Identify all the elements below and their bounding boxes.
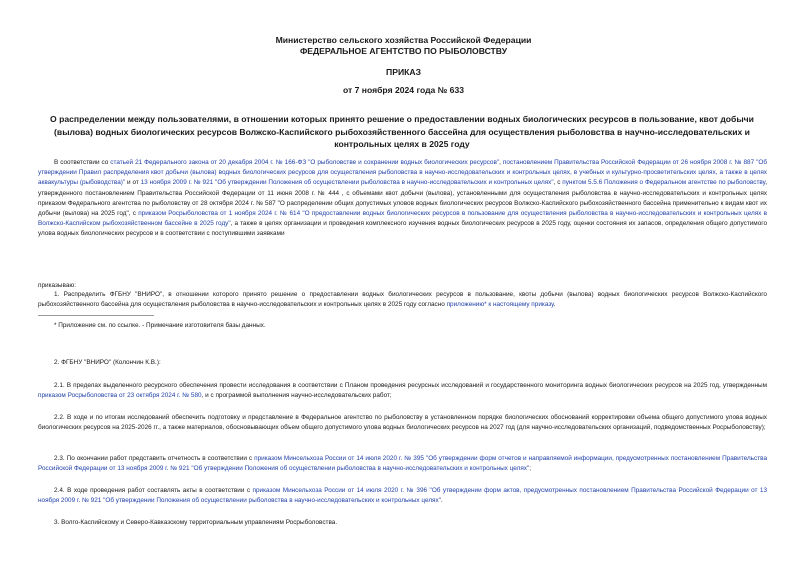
item-1-text: 1. Распределить ФГБНУ "ВНИРО", в отношении которого принято решение о предоставлении водных биологических ресурсов в пользование, квоты добычи (вылова) водных биологических ресурсов Волжско-Каспийского рыбохозяйственного бассейна для осуществления рыболовства в научно-исследовательских и контрольных целях в 2025 году согласно xyxy=(38,291,767,309)
preamble-text: В соответствии со xyxy=(54,159,111,166)
item-2-1-end: , и с программой выполнения научно-исследовательских работ; xyxy=(201,392,392,400)
agency-name: ФЕДЕРАЛЬНОЕ АГЕНТСТВО ПО РЫБОЛОВСТВУ xyxy=(299,46,508,56)
doc-type: ПРИКАЗ xyxy=(386,67,421,77)
footnote-divider xyxy=(38,315,154,316)
order-395-link[interactable]: приказом Минсельхоза России от 14 июля 2020 г. № 395 "Об утверждении форм отчетов и направляемой информации, предусмотренных постановлением Правительства Российской Федерации от 13 ноября 2009 г. № 921 "Об утверждении Положения об осуществлении рыболовства в научно-исследовательских и контрольных целях" xyxy=(38,455,768,473)
regulation-link[interactable]: пунктом 5.5.6 Положения о Федеральном агентстве по рыболовству xyxy=(562,179,766,187)
item-2-2: 2.2. В ходе и по итогам исследований обеспечить подготовку и представление в Федеральное агентство по рыболовству в установленном порядке биологических обоснований корректировки объема общего допустимого улова водных биологических ресурсов на 2025-2026 гг., а также материалов, обосновывающих объем общего допустимого улова водных биологических ресурсов на 2027 год (для научно-исследовательских организаций, подведомственных Росрыболовству); xyxy=(38,414,767,432)
order-396-link[interactable]: приказом Минсельхоза России от 14 июля 2020 г. № 396 "Об утверждении форм актов, предусмотренных постановлением Правительства Российской Федерации от 13 ноября 2009 г. № 921 "Об утверждении Положения об осуществлении рыболовства в научно-исследовательских и контрольных целях" xyxy=(38,487,768,505)
item-1-end: . xyxy=(553,301,556,309)
item-2-4-end: . xyxy=(440,497,443,505)
footnote: * Приложение см. по ссылке. - Примечание изготовителя базы данных. xyxy=(54,322,266,329)
item-2: 2. ФГБНУ "ВНИРО" (Колончин К.В.): xyxy=(54,359,161,366)
preamble-text: , а также в целях организации и проведения комплексного изучения водных биологических ресурсов в 2025 году, оценки состояния их запасов, определения общего допустимого улова водных биологических ресурсов и в соответствии с поступившими заявками xyxy=(38,220,768,238)
preamble-text: , xyxy=(499,159,503,166)
item-2-3-end: ; xyxy=(529,465,532,473)
order-614-link[interactable]: приказом Росрыболовства от 1 ноября 2024 г. № 614 "О предоставлении водных биологических ресурсов в пользование для осуществления рыболовства в научно-исследовательских и контрольных целях в Волжско-Каспийском рыбохозяйственном бассейне в 2025 году" xyxy=(38,210,767,228)
item-2-1 xyxy=(38,381,767,401)
preamble-text: , с xyxy=(553,179,563,187)
item-3: 3. Волго-Каспийскому и Северо-Кавказскому территориальным управлениям Росрыболовства. xyxy=(54,519,338,526)
item-2-1-text: 2.1. В пределах выделенного ресурсного обеспечения провести исследования в соответствии с Планом проведения ресурсных исследований и государственного мониторинга водных биологических ресурсов на 2025 год, утвержденным xyxy=(54,382,767,389)
law-link[interactable]: статьей 21 Федерального закона от 20 декабря 2004 г. № 166-ФЗ "О рыболовстве и сохранении водных биологических ресурсов" xyxy=(110,159,500,166)
item-2-3-text: 2.3. По окончании работ представить отчетность в соответствии с xyxy=(54,455,255,462)
decree-887-link[interactable]: постановлением Правительства Российской Федерации от 26 ноября 2008 г. № 887 "Об утверждении Правил распределения квот добычи (вылова) водных биологических ресурсов для осуществления рыболовства в научно-исследовательских и контрольных целях, в учебных и культурно-просветительских целях, а также в целях аквакультуры (рыбоводства)" xyxy=(38,159,767,187)
preamble xyxy=(38,158,767,240)
item-2-3 xyxy=(38,454,767,474)
preamble-text: , утвержденного постановлением Правительства Российской Федерации от 11 июня 2008 г. № 444 , с объемами квот добычи (вылова), установленными для осуществления рыболовства в научно-исследовательских и контрольных целях приказом Федерального агентства по рыболовству от 28 октября 2024 г. № 587 "О распределении общих допустимых уловов водных биологических ресурсов Волжско-Каспийского рыбохозяйственного бассейна применительно к видам квот их добычи (вылова) на 2025 год", с xyxy=(38,179,767,218)
item-2-4 xyxy=(38,486,767,506)
decree-921-link[interactable]: 13 ноября 2009 г. № 921 "Об утверждении Положения об осуществлении рыболовства в научно-исследовательских и контрольных целях" xyxy=(140,179,554,187)
item-1 xyxy=(38,290,767,310)
order-word: приказываю: xyxy=(38,282,76,289)
appendix-link[interactable]: приложению* к настоящему приказу xyxy=(446,301,554,309)
preamble-text: и от xyxy=(125,179,141,187)
doc-title: О распределении между пользователями, в отношении которых принято решение о предоставлении водных биологических ресурсов в пользование, квот добычи (вылова) водных биологических ресурсов Волжско-Каспийского рыбохозяйственного бассейна для осуществления рыболовства в научно-исследовательских и контрольных целях в 2025 году xyxy=(50,114,754,149)
order-580-link[interactable]: приказом Росрыболовства от 23 октября 2024 г. № 580 xyxy=(38,392,202,400)
ministry-name: Министерство сельского хозяйства Российской Федерации xyxy=(275,35,532,45)
doc-date-number: от 7 ноября 2024 года № 633 xyxy=(342,85,465,95)
item-2-4-text: 2.4. В ходе проведения работ составлять акты в соответствии с xyxy=(54,487,253,494)
